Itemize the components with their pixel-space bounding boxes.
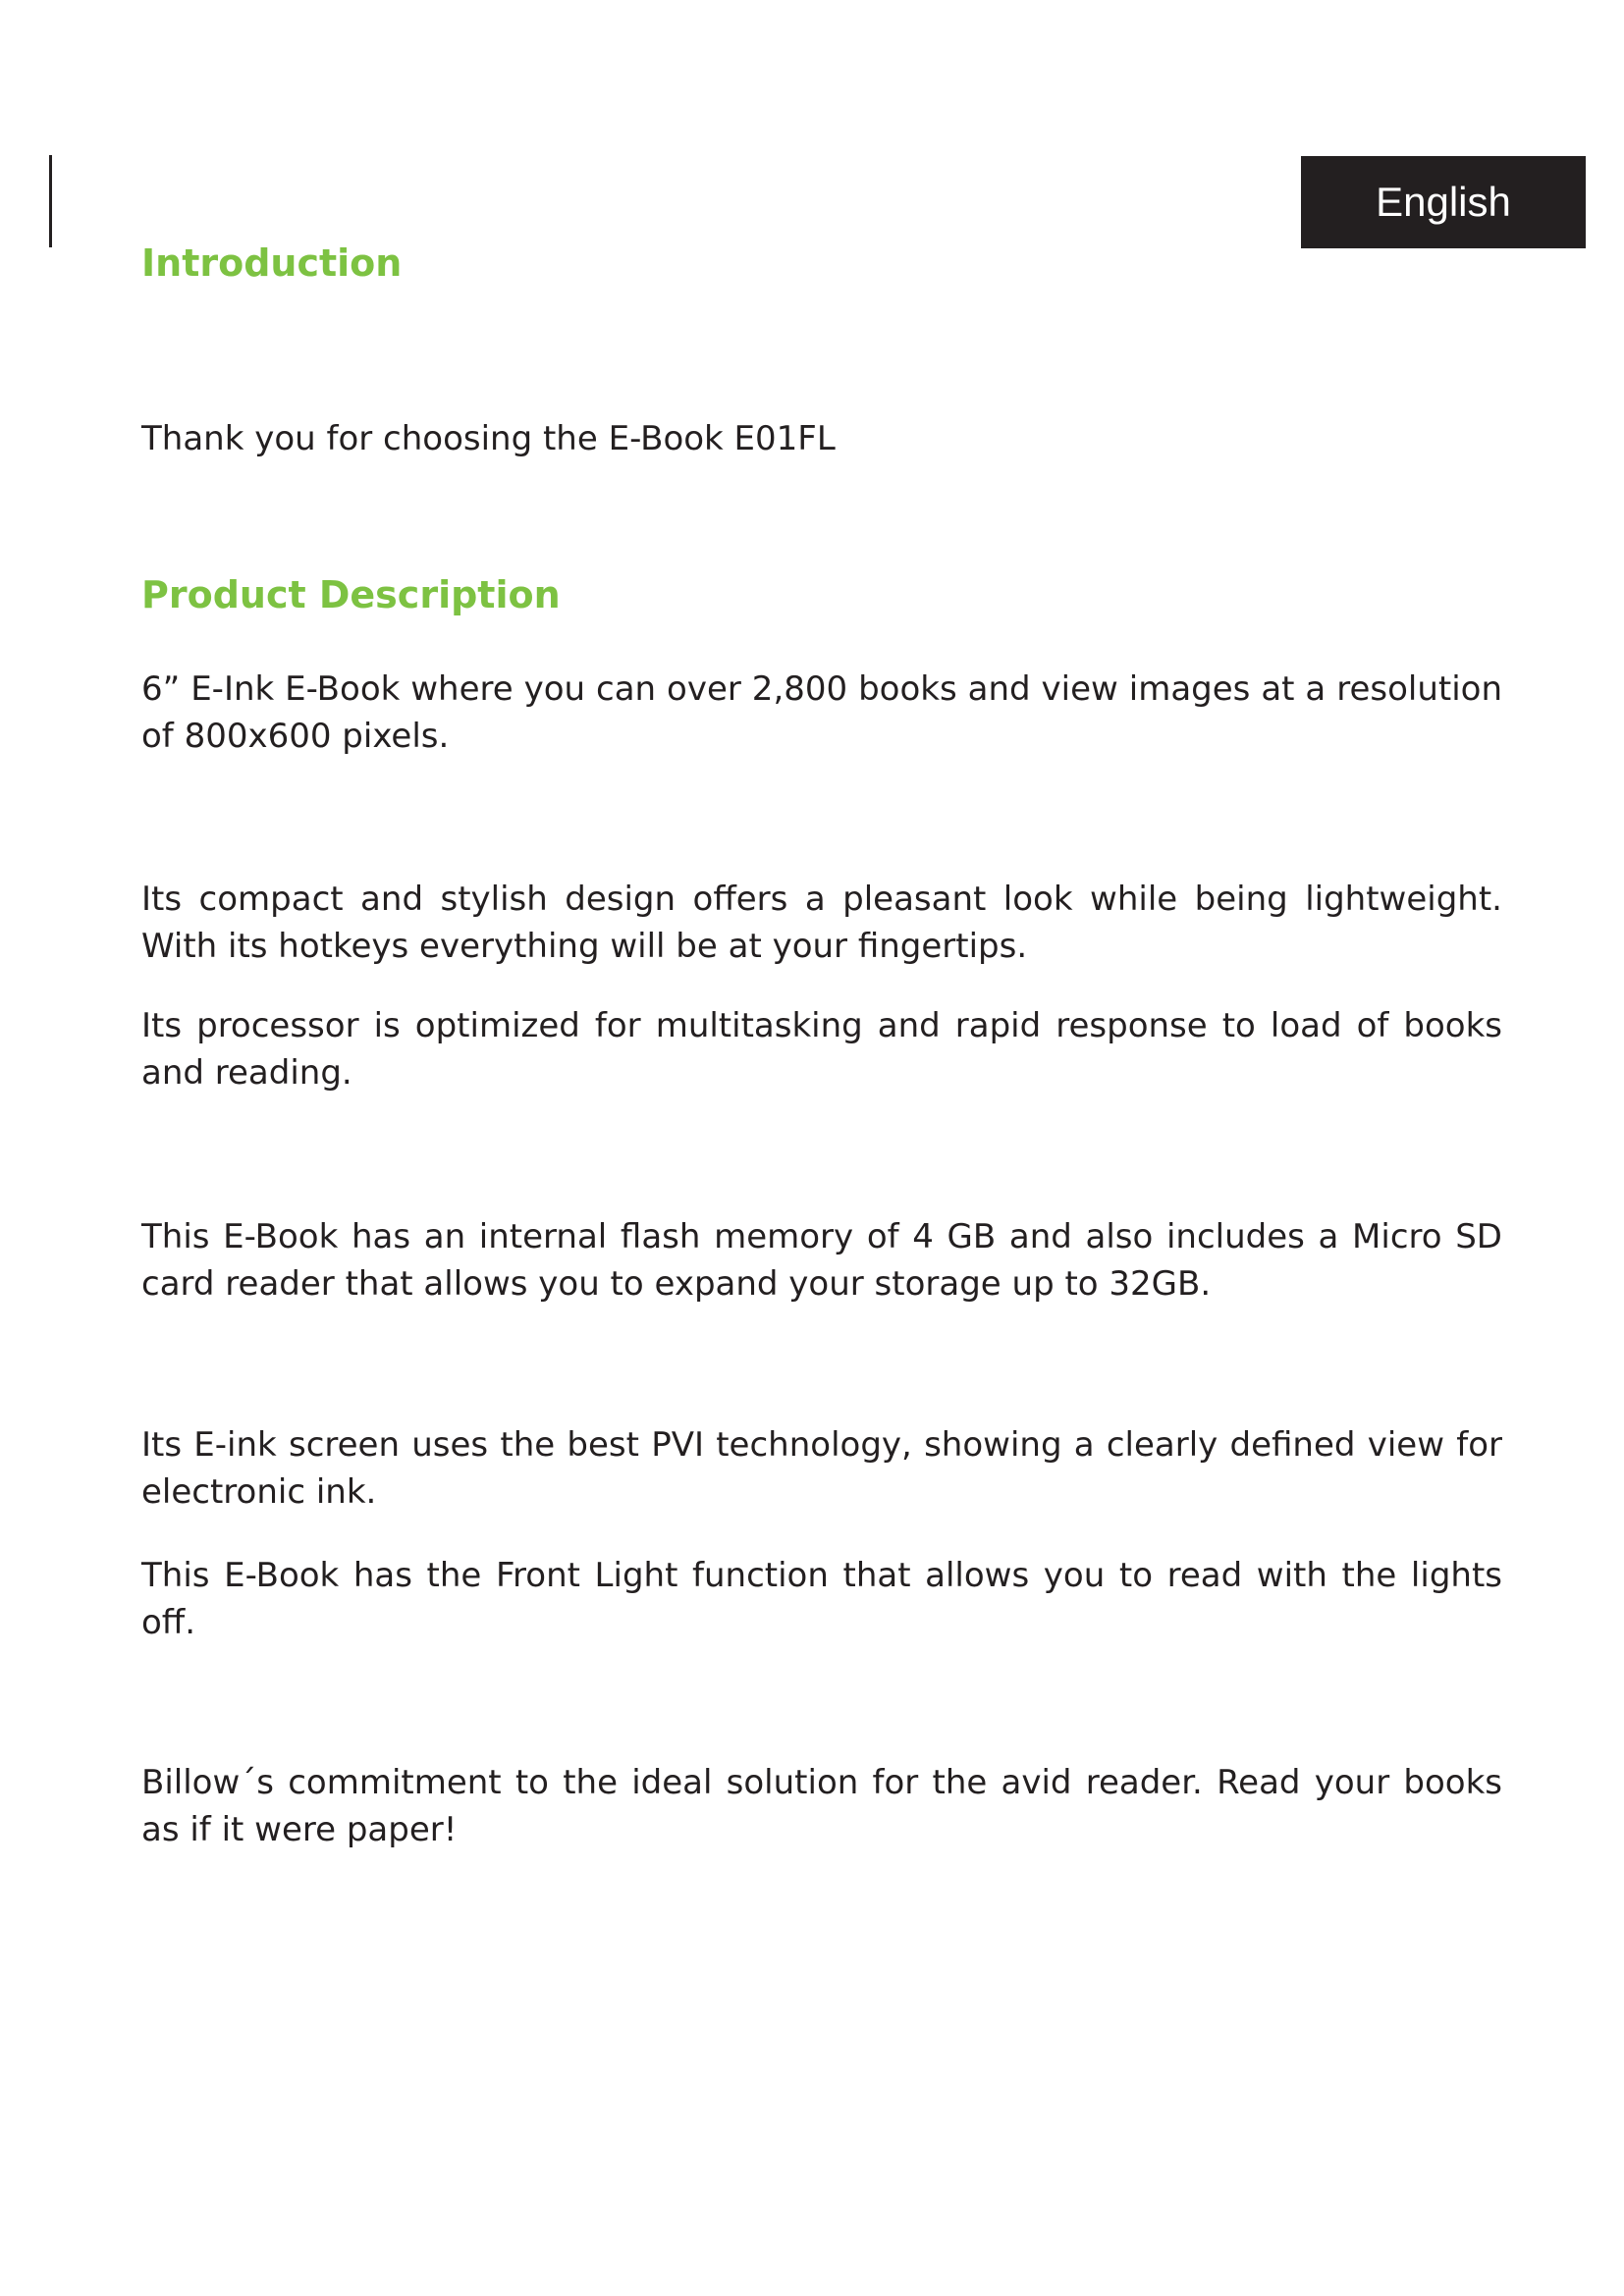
processor-paragraph: Its processor is optimized for multitasking and rapid response to load of books and reading. <box>141 1006 1502 1093</box>
design-paragraph: Its compact and stylish design offers a pleasant look while being lightweight. With its hotkeys everything will be at your fingertips. <box>141 880 1502 966</box>
screen-paragraph: 6” E-Ink E-Book where you can over 2,800 books and view images at a resolution of 800x600 pixels. <box>141 669 1502 756</box>
thanks-paragraph: Thank you for choosing the E-Book E01FL <box>141 419 836 458</box>
commitment-paragraph: Billow´s commitment to the ideal solution for the avid reader. Read your books as if it were paper! <box>141 1763 1502 1849</box>
margin-bar <box>49 155 52 247</box>
introduction-heading: Introduction <box>141 241 403 285</box>
language-tab: English <box>1301 156 1586 248</box>
memory-paragraph: This E-Book has an internal flash memory of 4 GB and also includes a Micro SD card reader that allows you to expand your storage up to 32GB. <box>141 1217 1502 1304</box>
eink-paragraph: Its E-ink screen uses the best PVI technology, showing a clearly defined view for electronic ink. <box>141 1425 1502 1512</box>
product-description-heading: Product Description <box>141 573 561 616</box>
frontlight-paragraph: This E-Book has the Front Light function that allows you to read with the lights off. <box>141 1556 1502 1642</box>
